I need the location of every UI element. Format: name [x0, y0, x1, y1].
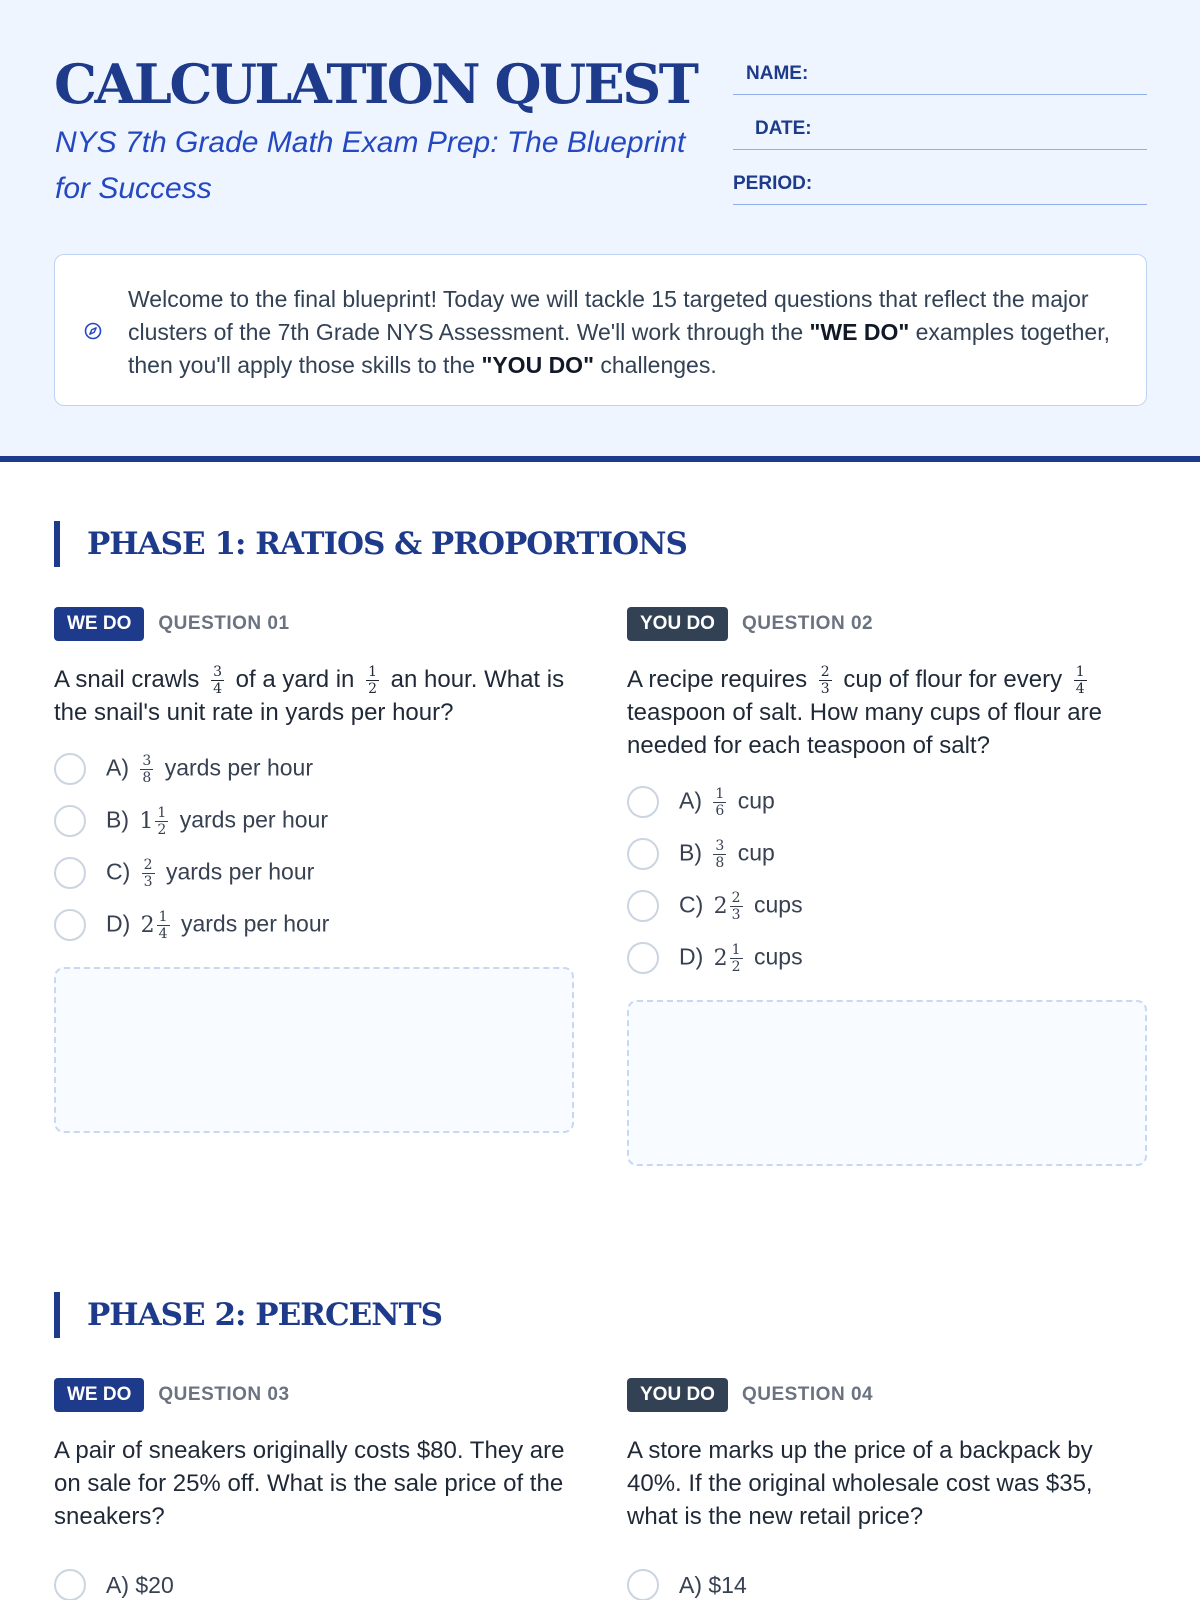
choice-label: A) $14 [679, 1571, 747, 1598]
numerator: 1 [157, 804, 167, 821]
question-card-02 [627, 607, 1147, 1166]
compass-icon [83, 321, 103, 341]
choice-label: B) 1 $\frac{1}{2}$ yards per hour [106, 804, 329, 838]
whole-number: 2 [713, 893, 728, 919]
radio-button[interactable] [627, 1569, 659, 1600]
radio-button[interactable] [54, 805, 86, 837]
work-area[interactable] [54, 967, 574, 1133]
numerator: 2 [820, 664, 830, 681]
you-do-badge: YOU DO [627, 1378, 728, 1412]
question-number: QUESTION 03 [158, 1384, 290, 1405]
whole-number: 2 [713, 945, 728, 971]
denominator: 4 [158, 925, 168, 942]
denominator: 8 [142, 769, 152, 786]
question-text: A snail crawls $\frac{3}{4}$ of a yard in $\frac{1}{2}$ an hour. What is the snail's unit rate in yards per hour? [54, 664, 565, 727]
fraction [140, 754, 153, 785]
name-label: NAME: [746, 63, 809, 84]
answer-choice[interactable] [54, 899, 574, 951]
denominator: 2 [731, 958, 741, 975]
choice-label: A) $\frac{3}{8}$ yards per hour [106, 752, 314, 786]
choice-label: A) $20 [106, 1571, 174, 1598]
choice-label: C) 2 $\frac{2}{3}$ cups [679, 889, 803, 923]
radio-button[interactable] [627, 786, 659, 818]
choice-label: D) 2 $\frac{1}{2}$ cups [679, 941, 803, 975]
question-text: A pair of sneakers originally costs $80. They are on sale for 25% off. What is the sale price of the sneakers? [54, 1437, 565, 1530]
radio-button[interactable] [627, 942, 659, 974]
question-card-01 [54, 607, 574, 1133]
you-do-badge: YOU DO [627, 607, 728, 641]
choice-label: A) $\frac{1}{6}$ cup [679, 785, 775, 819]
intro-text-segment: challenges. [593, 352, 717, 378]
radio-button[interactable] [54, 1569, 86, 1600]
phase-1-heading: PHASE 1: RATIOS & PROPORTIONS [54, 521, 687, 567]
answer-choice[interactable] [54, 795, 574, 847]
fraction [730, 891, 743, 922]
denominator: 2 [368, 681, 377, 698]
denominator: 4 [1075, 681, 1085, 698]
answer-choices [54, 1559, 574, 1600]
question-card-03 [54, 1378, 574, 1600]
intro-box [54, 254, 1147, 406]
numerator: 1 [158, 908, 168, 925]
radio-button[interactable] [54, 909, 86, 941]
date-label: DATE: [755, 118, 812, 139]
fraction [211, 665, 224, 696]
denominator: 4 [213, 681, 222, 698]
question-number: QUESTION 01 [158, 613, 290, 634]
answer-choice[interactable] [627, 1559, 1147, 1600]
fraction [1074, 665, 1087, 696]
numerator: 1 [368, 664, 377, 681]
phase-2-heading: PHASE 2: PERCENTS [54, 1292, 442, 1338]
period-field[interactable] [733, 165, 1147, 205]
fraction [155, 806, 168, 837]
date-field[interactable] [733, 110, 1147, 150]
question-card-04 [627, 1378, 1147, 1600]
answer-choice[interactable] [627, 880, 1147, 932]
denominator: 2 [157, 821, 167, 838]
choice-label: D) 2 $\frac{1}{4}$ yards per hour [106, 908, 330, 942]
denominator: 8 [715, 854, 725, 871]
denominator: 6 [715, 802, 725, 819]
choice-label: B) $\frac{3}{8}$ cup [679, 837, 775, 871]
numerator: 1 [731, 941, 741, 958]
numerator: 1 [715, 785, 725, 802]
name-field[interactable] [733, 55, 1147, 95]
intro-text-segment: examples together, then you'll apply those skills to the [128, 319, 1110, 378]
answer-choice[interactable] [627, 828, 1147, 880]
question-text: A store marks up the price of a backpack by 40%. If the original wholesale cost was $35, what is the new retail price? [627, 1437, 1093, 1530]
numerator: 1 [1075, 664, 1085, 681]
denominator: 3 [143, 873, 153, 890]
radio-button[interactable] [54, 857, 86, 889]
worksheet-title: CALCULATION QUEST [54, 52, 697, 116]
radio-button[interactable] [627, 890, 659, 922]
question-number: QUESTION 04 [741, 1384, 874, 1405]
period-label: PERIOD: [733, 173, 813, 194]
numerator: 2 [143, 856, 153, 873]
answer-choices [54, 743, 574, 951]
whole-number: 2 [140, 912, 155, 938]
denominator: 3 [731, 906, 741, 923]
radio-button[interactable] [54, 753, 86, 785]
whole-number: 1 [139, 808, 154, 834]
answer-choice[interactable] [627, 776, 1147, 828]
fraction [713, 787, 726, 818]
answer-choice[interactable] [627, 932, 1147, 984]
answer-choices [627, 1559, 1147, 1600]
we-do-badge: WE DO [54, 1378, 144, 1412]
fraction [142, 858, 155, 889]
fraction [730, 943, 743, 974]
numerator: 2 [731, 889, 741, 906]
fraction [713, 839, 726, 870]
fraction [819, 665, 832, 696]
question-number: QUESTION 02 [741, 613, 874, 634]
numerator: 3 [213, 664, 222, 681]
answer-choice[interactable] [54, 847, 574, 899]
we-do-badge: WE DO [54, 607, 144, 641]
choice-label: C) $\frac{2}{3}$ yards per hour [106, 856, 315, 890]
radio-button[interactable] [627, 838, 659, 870]
worksheet-header [0, 0, 1200, 462]
worksheet-subtitle: NYS 7th Grade Math Exam Prep: The Blueprint for Success [55, 126, 686, 205]
work-area[interactable] [627, 1000, 1147, 1166]
intro-text [128, 283, 1118, 382]
fraction [157, 910, 170, 941]
fraction [366, 665, 379, 696]
answer-choice[interactable] [54, 1559, 574, 1600]
answer-choice[interactable] [54, 743, 574, 795]
denominator: 3 [820, 681, 830, 698]
answer-choices [627, 776, 1147, 984]
emphasis-text: "WE DO" [809, 319, 910, 345]
intro-text-segment: Welcome to the final blueprint! Today we will tackle 15 targeted questions that reflect the major clusters of the 7th Grade NYS Assessment. We'll work through the [128, 286, 1089, 345]
numerator: 3 [142, 752, 152, 769]
numerator: 3 [715, 837, 725, 854]
emphasis-text: "YOU DO" [481, 352, 594, 378]
question-text: A recipe requires $\frac{2}{3}$ cup of flour for every $\frac{1}{4}$ teaspoon of salt. How many cups of flour are needed for each teaspoon of salt? [627, 664, 1102, 760]
